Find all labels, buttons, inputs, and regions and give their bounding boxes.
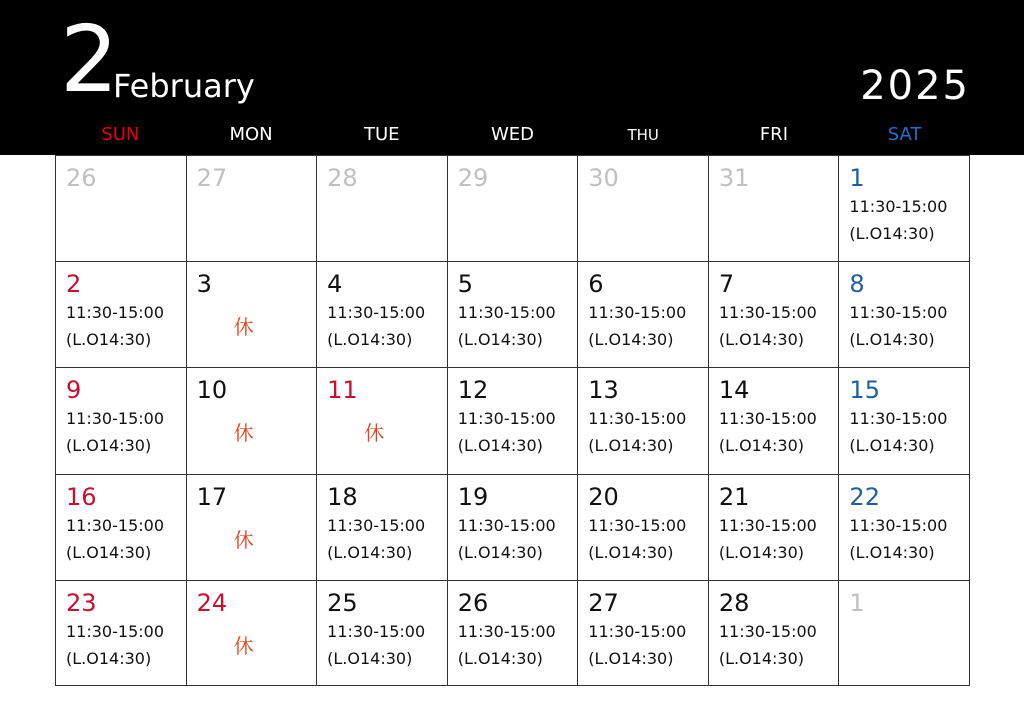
- last-order-time: (L.O14:30): [66, 649, 152, 668]
- last-order-time: (L.O14:30): [718, 436, 805, 455]
- day-cell: [709, 155, 840, 261]
- last-order-time: (L.O14:30): [66, 330, 152, 349]
- day-number: 24: [196, 589, 228, 617]
- calendar-grid: [55, 155, 970, 686]
- day-cell: [839, 474, 970, 580]
- day-cell: [578, 155, 709, 261]
- day-number: 10: [196, 376, 228, 404]
- day-number: 6: [588, 270, 604, 298]
- day-number: 1: [849, 589, 865, 617]
- last-order-time: (L.O14:30): [327, 330, 413, 349]
- day-number: 1: [849, 164, 865, 192]
- day-cell: [187, 580, 318, 686]
- last-order-time: (L.O14:30): [66, 436, 152, 455]
- last-order-time: (L.O14:30): [588, 649, 674, 668]
- day-cell: [317, 474, 448, 580]
- opening-hours: 11:30-15:00: [457, 622, 556, 641]
- opening-hours: 11:30-15:00: [718, 622, 817, 641]
- day-number: 28: [327, 164, 358, 192]
- day-number: 13: [588, 376, 619, 404]
- last-order-time: (L.O14:30): [327, 543, 413, 562]
- opening-hours: 11:30-15:00: [457, 516, 556, 535]
- opening-hours: 11:30-15:00: [849, 197, 948, 216]
- day-number: 26: [457, 589, 489, 617]
- day-cell: [839, 367, 970, 474]
- closed-mark: 休: [233, 315, 254, 339]
- day-number: 27: [588, 589, 619, 617]
- day-number: 14: [718, 376, 750, 404]
- weekday-mon: MON: [229, 124, 273, 145]
- month-name: February: [113, 67, 255, 105]
- opening-hours: 11:30-15:00: [66, 303, 164, 322]
- day-number: 19: [457, 483, 489, 511]
- day-cell: [448, 155, 579, 261]
- last-order-time: (L.O14:30): [718, 543, 805, 562]
- weekday-thu: THU: [627, 126, 659, 144]
- weekday-wed: WED: [490, 124, 534, 145]
- day-cell: [317, 580, 448, 686]
- weekday-sun: SUN: [101, 124, 140, 145]
- day-cell: [317, 155, 448, 261]
- day-cell: [839, 261, 970, 367]
- day-cell: [709, 474, 840, 580]
- day-cell: [56, 367, 187, 474]
- opening-hours: 11:30-15:00: [327, 516, 426, 535]
- day-cell: [709, 261, 840, 367]
- day-cell: [578, 474, 709, 580]
- day-cell: [709, 367, 840, 474]
- weekday-fri: FRI: [759, 124, 788, 145]
- day-cell: [56, 580, 187, 686]
- closed-mark: 休: [233, 421, 254, 445]
- opening-hours: 11:30-15:00: [66, 622, 164, 641]
- day-number: 4: [327, 270, 343, 298]
- last-order-time: (L.O14:30): [457, 649, 543, 668]
- closed-mark: 休: [364, 421, 385, 445]
- opening-hours: 11:30-15:00: [718, 303, 817, 322]
- day-cell: [56, 261, 187, 367]
- opening-hours: 11:30-15:00: [66, 409, 164, 428]
- last-order-time: (L.O14:30): [718, 649, 805, 668]
- day-number: 12: [457, 376, 489, 404]
- opening-hours: 11:30-15:00: [849, 516, 948, 535]
- day-cell: [187, 261, 318, 367]
- day-number: 11: [327, 376, 358, 404]
- calendar-header: [0, 0, 1024, 155]
- closed-mark: 休: [233, 528, 254, 552]
- opening-hours: 11:30-15:00: [327, 303, 426, 322]
- weekday-sat: SAT: [887, 124, 922, 145]
- day-number: 29: [457, 164, 489, 192]
- last-order-time: (L.O14:30): [588, 330, 674, 349]
- day-number: 15: [849, 376, 880, 404]
- day-number: 30: [588, 164, 619, 192]
- last-order-time: (L.O14:30): [588, 436, 674, 455]
- day-number: 7: [718, 270, 735, 298]
- month-number: 2: [60, 6, 119, 113]
- last-order-time: (L.O14:30): [849, 330, 935, 349]
- opening-hours: 11:30-15:00: [588, 409, 687, 428]
- day-cell: [317, 261, 448, 367]
- day-cell: [56, 474, 187, 580]
- day-number: 25: [327, 589, 358, 617]
- opening-hours: 11:30-15:00: [849, 303, 948, 322]
- day-cell: [839, 155, 970, 261]
- day-number: 28: [718, 589, 750, 617]
- last-order-time: (L.O14:30): [457, 436, 543, 455]
- day-number: 18: [327, 483, 358, 511]
- day-number: 27: [196, 164, 228, 192]
- day-cell: [187, 474, 318, 580]
- day-cell: [578, 580, 709, 686]
- year: 2025: [860, 63, 970, 109]
- opening-hours: 11:30-15:00: [588, 622, 687, 641]
- closed-mark: 休: [233, 634, 254, 658]
- day-cell: [448, 261, 579, 367]
- day-cell: [56, 155, 187, 261]
- opening-hours: 11:30-15:00: [457, 409, 556, 428]
- last-order-time: (L.O14:30): [457, 543, 543, 562]
- last-order-time: (L.O14:30): [66, 543, 152, 562]
- last-order-time: (L.O14:30): [718, 330, 805, 349]
- day-number: 23: [66, 589, 97, 617]
- opening-hours: 11:30-15:00: [718, 516, 817, 535]
- day-number: 8: [849, 270, 865, 298]
- day-number: 20: [588, 483, 619, 511]
- day-cell: [448, 474, 579, 580]
- day-cell: [578, 261, 709, 367]
- day-number: 22: [849, 483, 880, 511]
- opening-hours: 11:30-15:00: [588, 516, 687, 535]
- opening-hours: 11:30-15:00: [588, 303, 687, 322]
- opening-hours: 11:30-15:00: [849, 409, 948, 428]
- opening-hours: 11:30-15:00: [718, 409, 817, 428]
- opening-hours: 11:30-15:00: [327, 622, 426, 641]
- opening-hours: 11:30-15:00: [457, 303, 556, 322]
- day-number: 9: [66, 376, 82, 404]
- day-cell: [448, 580, 579, 686]
- weekday-header-row: [55, 122, 970, 148]
- day-number: 2: [66, 270, 82, 298]
- last-order-time: (L.O14:30): [588, 543, 674, 562]
- day-cell: [187, 367, 318, 474]
- day-cell: [709, 580, 840, 686]
- day-number: 16: [66, 483, 97, 511]
- weekday-tue: TUE: [364, 124, 400, 145]
- day-number: 26: [66, 164, 97, 192]
- last-order-time: (L.O14:30): [327, 649, 413, 668]
- day-cell: [317, 367, 448, 474]
- day-cell: [578, 367, 709, 474]
- day-cell: [187, 155, 318, 261]
- day-cell: [839, 580, 970, 686]
- last-order-time: (L.O14:30): [457, 330, 543, 349]
- day-number: 21: [718, 483, 750, 511]
- day-number: 5: [457, 270, 473, 298]
- day-cell: [448, 367, 579, 474]
- opening-hours: 11:30-15:00: [66, 516, 164, 535]
- day-number: 3: [196, 270, 212, 298]
- day-number: 31: [718, 164, 750, 192]
- day-number: 17: [196, 483, 228, 511]
- last-order-time: (L.O14:30): [849, 543, 935, 562]
- last-order-time: (L.O14:30): [849, 224, 935, 243]
- last-order-time: (L.O14:30): [849, 436, 935, 455]
